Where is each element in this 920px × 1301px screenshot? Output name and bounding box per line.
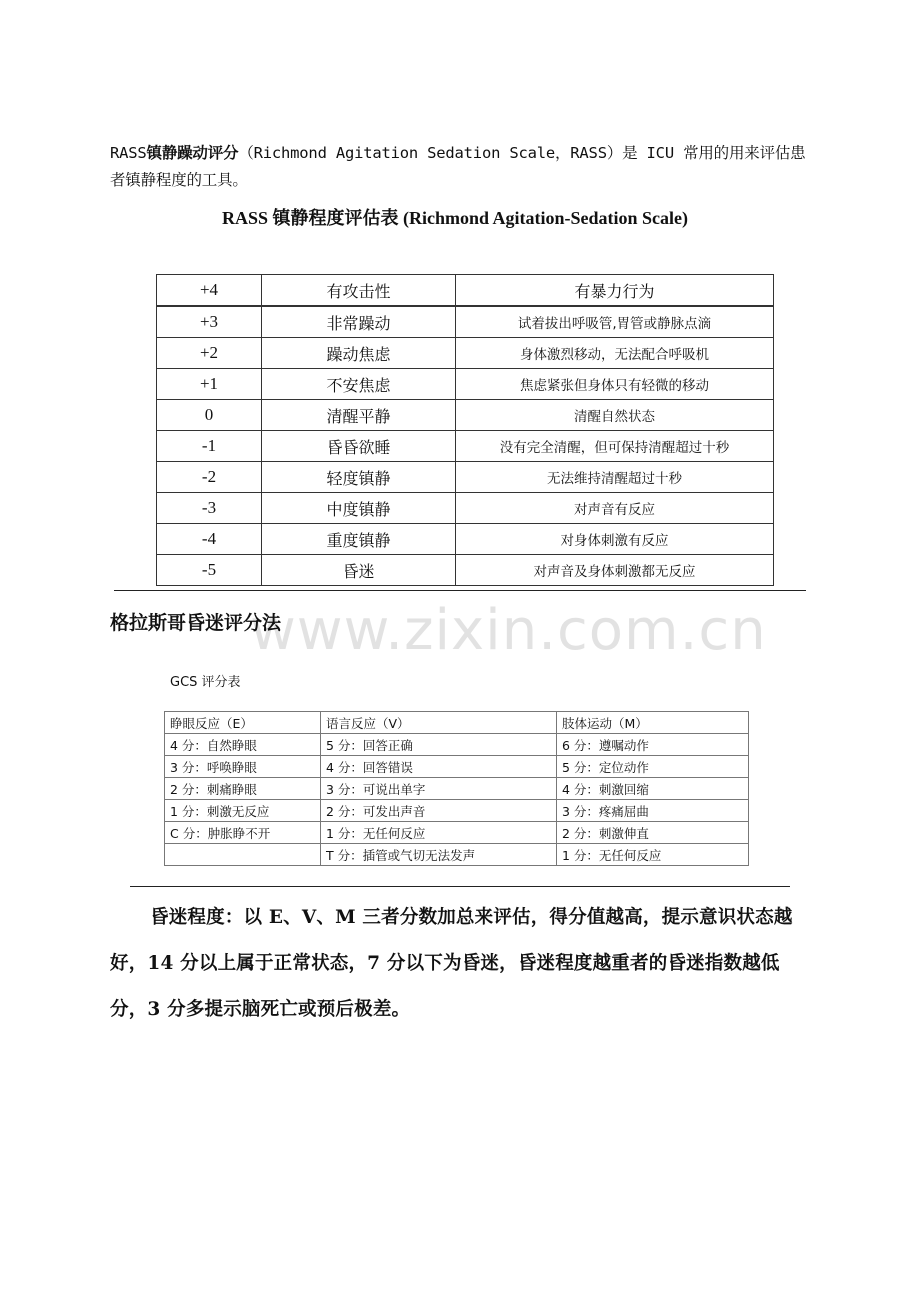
gcs-cell: 2 分：刺痛睁眼	[165, 778, 321, 800]
rass-score-cell: +4	[157, 275, 262, 307]
gcs-header-cell: 语言反应（V）	[321, 712, 557, 734]
gcs-row	[165, 822, 749, 844]
rass-term-cell: 清醒平静	[262, 400, 456, 431]
rass-score-cell: +1	[157, 369, 262, 400]
rass-term-cell: 非常躁动	[262, 306, 456, 338]
rass-desc-cell: 没有完全清醒，但可保持清醒超过十秒	[456, 431, 774, 462]
rass-desc-cell: 无法维持清醒超过十秒	[456, 462, 774, 493]
summary-paragraph	[110, 895, 815, 1033]
rass-desc-cell: 清醒自然状态	[456, 400, 774, 431]
rass-score-cell: -4	[157, 524, 262, 555]
gcs-cell: 4 分：自然睁眼	[165, 734, 321, 756]
gcs-cell: 1 分：刺激无反应	[165, 800, 321, 822]
intro-rest: （Richmond Agitation Sedation Scale，RASS）是 ICU 常用的用来评估患者镇静程度的工具。	[110, 144, 806, 189]
rass-desc-cell: 焦虑紧张但身体只有轻微的移动	[456, 369, 774, 400]
gcs-row	[165, 800, 749, 822]
divider-line-1	[114, 590, 806, 591]
gcs-cell: 2 分：可发出声音	[321, 800, 557, 822]
intro-abbr: RASS	[110, 144, 147, 162]
rass-desc-cell: 身体激烈移动，无法配合呼吸机	[456, 338, 774, 369]
gcs-cell: 6 分：遵嘱动作	[557, 734, 749, 756]
gcs-heading: 格拉斯哥昏迷评分法	[110, 612, 282, 634]
gcs-cell: 4 分：刺激回缩	[557, 778, 749, 800]
gcs-row	[165, 756, 749, 778]
gcs-cell: 3 分：可说出单字	[321, 778, 557, 800]
rass-term-cell: 昏昏欲睡	[262, 431, 456, 462]
gcs-cell: 1 分：无任何反应	[557, 844, 749, 866]
gcs-caption: GCS 评分表	[170, 675, 241, 690]
rass-row	[157, 431, 774, 462]
rass-table-title: RASS 镇静程度评估表 (Richmond Agitation-Sedation Scale)	[221, 208, 689, 228]
rass-row	[157, 555, 774, 586]
gcs-cell: 4 分：回答错误	[321, 756, 557, 778]
rass-row	[157, 275, 774, 307]
gcs-row	[165, 734, 749, 756]
gcs-cell: 2 分：刺激伸直	[557, 822, 749, 844]
rass-row	[157, 524, 774, 555]
gcs-header-cell: 睁眼反应（E）	[165, 712, 321, 734]
gcs-cell	[165, 844, 321, 866]
gcs-header-cell: 肢体运动（M）	[557, 712, 749, 734]
gcs-table	[164, 711, 749, 866]
gcs-row	[165, 844, 749, 866]
rass-score-cell: +3	[157, 306, 262, 338]
rass-score-cell: -1	[157, 431, 262, 462]
rass-row	[157, 306, 774, 338]
rass-table	[156, 274, 774, 586]
rass-term-cell: 轻度镇静	[262, 462, 456, 493]
rass-row	[157, 400, 774, 431]
rass-desc-cell: 有暴力行为	[456, 275, 774, 307]
rass-score-cell: -2	[157, 462, 262, 493]
rass-score-cell: -3	[157, 493, 262, 524]
gcs-cell: 3 分：疼痛屈曲	[557, 800, 749, 822]
rass-row	[157, 462, 774, 493]
rass-term-cell: 昏迷	[262, 555, 456, 586]
gcs-cell: 5 分：回答正确	[321, 734, 557, 756]
gcs-cell: 5 分：定位动作	[557, 756, 749, 778]
rass-score-cell: -5	[157, 555, 262, 586]
rass-term-cell: 有攻击性	[262, 275, 456, 307]
rass-desc-cell: 对声音及身体刺激都无反应	[456, 555, 774, 586]
rass-row	[157, 369, 774, 400]
intro-bold-title: 镇静躁动评分	[146, 144, 239, 162]
rass-term-cell: 躁动焦虑	[262, 338, 456, 369]
watermark: www.zixin.com.cn	[250, 598, 767, 663]
intro-paragraph	[110, 140, 815, 194]
rass-desc-cell: 对声音有反应	[456, 493, 774, 524]
summary-text: 昏迷程度：以 E、V、M 三者分数加总来评估，得分值越高，提示意识状态越好，14 分以上属于正常状态，7 分以下为昏迷，昏迷程度越重者的昏迷指数越低分，3 分多提示脑死亡或预后极差。	[110, 907, 793, 1020]
rass-desc-cell: 试着拔出呼吸管,胃管或静脉点滴	[456, 306, 774, 338]
rass-score-cell: +2	[157, 338, 262, 369]
gcs-cell: 3 分：呼唤睁眼	[165, 756, 321, 778]
rass-score-cell: 0	[157, 400, 262, 431]
rass-term-cell: 不安焦虑	[262, 369, 456, 400]
gcs-cell: 1 分：无任何反应	[321, 822, 557, 844]
gcs-cell: T 分：插管或气切无法发声	[321, 844, 557, 866]
divider-line-2	[130, 886, 790, 887]
gcs-row	[165, 778, 749, 800]
rass-row	[157, 493, 774, 524]
gcs-header-row	[165, 712, 749, 734]
rass-desc-cell: 对身体刺激有反应	[456, 524, 774, 555]
gcs-cell: C 分：肿胀睁不开	[165, 822, 321, 844]
rass-term-cell: 中度镇静	[262, 493, 456, 524]
rass-term-cell: 重度镇静	[262, 524, 456, 555]
rass-row	[157, 338, 774, 369]
